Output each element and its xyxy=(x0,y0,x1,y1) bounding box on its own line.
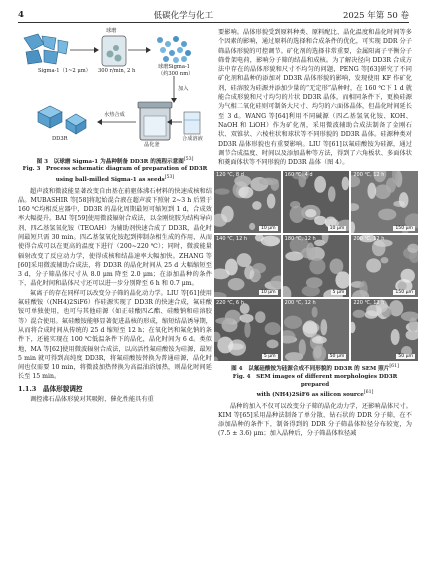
crystal-grain xyxy=(399,193,409,209)
crystal-grain xyxy=(328,187,336,202)
crystal-grain xyxy=(305,209,316,217)
sem-condition-label: 200 ℃, 12 h xyxy=(353,236,385,243)
label-dd3r: DD3R xyxy=(52,136,68,142)
sem-condition-label: 200 ℃, 12 h xyxy=(284,300,316,307)
crystal-grain xyxy=(289,206,304,223)
dd3r-crystals xyxy=(38,106,86,134)
crystal-grain xyxy=(252,263,266,273)
crystal-grain xyxy=(265,323,281,336)
crystal-grain xyxy=(252,202,261,211)
crystal-grain xyxy=(221,206,234,223)
crystal-grain xyxy=(306,243,314,261)
paragraph-fluoride: 氟离子的存在同样可以改变分子筛的晶化动力学。LIU 等[61]使用氟硅酸铵（(NH4)2SiF6）作硅源实现了 DD3R 的快速合成，氟硅酸铵可单独使用，也可与其他硅源（如正硅酸四乙酯、硅酸钠和硅溶胶等）混合使用。氟硅酸铵能够显著促进晶核的形成，缩短结晶诱导期，从而将合成时间从传统的 25 d 缩短至 12 h；在氧化钙和氟化钠的条件下，还能实现在 100 ℃低温条件下的晶化，晶化时间为 6 d。类似地，MA 等[62]使用微波辐射合成法，以高活性氟硅酸铵为硅源，最短 5 min 就可得到高纯度 DD3R，将氟硅酸铵替换为普通硅源，晶化时间也仅需要 10 min，将微波加热替换为高温油浴加热，则晶化时间延长至 15 min。 xyxy=(18,289,212,381)
label-ball-mill: 球磨 xyxy=(106,28,117,34)
crystal-grain xyxy=(366,259,381,273)
crystallization-reactor xyxy=(138,102,172,140)
crystal-grain xyxy=(298,340,305,357)
journal-name: 低碳化学与化工 xyxy=(153,11,214,21)
sem-texture xyxy=(351,171,418,233)
crystal-grain xyxy=(240,314,254,323)
ball-mill-jar xyxy=(102,36,126,66)
sem-condition-label: 120 ℃, 8 d xyxy=(216,172,244,179)
crystal-grain xyxy=(283,286,291,297)
crystal-grain xyxy=(214,292,226,297)
label-hydrothermal: 水热合成 xyxy=(104,112,125,118)
sem-panel xyxy=(214,235,281,297)
left-column xyxy=(18,28,212,404)
crystal-grain xyxy=(267,340,279,349)
sem-scale-bar: 10 μm xyxy=(260,226,276,232)
crystal-grain xyxy=(351,222,355,233)
header-rule xyxy=(18,22,409,23)
sem-condition-label: 160 ℃, 4 d xyxy=(284,172,313,179)
sem-scale-bar: 50 μm xyxy=(329,354,345,360)
label-reactor: 晶化釜 xyxy=(144,142,160,148)
crystal-grain xyxy=(217,337,233,354)
sem-texture xyxy=(283,235,350,297)
crystal-grain xyxy=(228,278,245,290)
right-column xyxy=(218,28,412,439)
sem-texture xyxy=(214,171,281,233)
crystal-grain xyxy=(238,187,253,199)
fig3-caption-en-1: Fig. 3 Process schematic diagram of preparation of DD3R xyxy=(22,166,208,173)
label-mill-conditions: 300 r/min, 2 h xyxy=(98,68,136,74)
sem-condition-label: 140 ℃, 12 h xyxy=(216,236,248,243)
sem-panel xyxy=(351,299,418,361)
label-synthesis-solution: 合成溶液 xyxy=(182,136,203,142)
sem-scale-bar: 150 μm xyxy=(395,290,413,296)
crystal-grain xyxy=(381,257,389,263)
crystal-grain xyxy=(386,178,396,193)
fig3-cn-ref: [53] xyxy=(183,157,194,162)
sem-panel xyxy=(283,299,350,361)
sem-texture xyxy=(283,171,350,233)
running-header xyxy=(18,8,409,22)
crystal-grain xyxy=(215,318,233,325)
page-number: 4 xyxy=(18,10,24,20)
sem-panel xyxy=(351,171,418,233)
crystal-grain xyxy=(335,272,349,289)
crystal-grain xyxy=(320,320,327,336)
fig3-en-ref: [53] xyxy=(164,175,175,181)
sem-condition-label: 180 ℃, 12 h xyxy=(284,236,316,243)
sem-panel xyxy=(351,235,418,297)
sem-texture xyxy=(283,299,350,361)
figure-3-diagram xyxy=(18,28,212,154)
crystal-grain xyxy=(285,252,303,261)
crystal-grain xyxy=(249,223,255,230)
milled-sigma1-particles xyxy=(157,36,191,63)
crystal-grain xyxy=(301,286,319,297)
sem-texture xyxy=(351,299,418,361)
sem-texture xyxy=(351,235,418,297)
sem-scale-bar: 50 μm xyxy=(398,354,413,360)
sem-scale-bar: 10 μm xyxy=(260,290,276,296)
sem-texture xyxy=(214,299,281,361)
fig4-caption-en-1: Fig. 4 SEM images of different morphologies DD3R prepared xyxy=(232,373,398,388)
crystal-grain xyxy=(255,312,265,324)
sem-scale-bar: 5 μm xyxy=(332,290,345,296)
paragraph-ultrasound-microwave: 超声波和微波能显著改变自由基在前驱体沸石材料的快速成核和结晶。MUBASHIR 等[58]将起始混合液在超声波下照射 2~3 h 后置于 160 ℃均相反应器中，DD3R 的晶化周期最短可缩短到 1 d，合成效率大幅提升。BAI 等[59]使用微波辐射合成法，以金刚烷胺为结构导向剂、四乙基氢氧化铵（TEOAH）为辅助剂快速合成了 DD3R，晶化时间最短只需 30 min。四乙基氢氧化铵起到抑制杂相生成的作用，从而使得合成可以在更高的温度下进行（200~220 ℃）；同时，微波能量辐射改变了反应动力学，使得成核和结晶速率大幅加快。ZHANG 等[60]采用微波辅助合成法，将 DD3R 的晶化时间从 25 d 大幅缩短至 3 d，分子筛晶体尺寸从 8.0 μm 降至 2.0 μm；在添加晶种的条件下，晶化时间和晶体尺寸还可以进一步分别降至 6 h 和 0.7 μm。 xyxy=(18,187,212,288)
crystal-grain xyxy=(244,322,250,338)
crystal-grain xyxy=(259,178,279,186)
fig3-caption-cn: 图 3 以球磨 Sigma-1 为晶种制备 DD3R 的流程示意图 xyxy=(36,158,184,165)
label-sigma1: Sigma-1（1~2 μm） xyxy=(38,68,91,74)
section-heading-morphology: 1.1.3 晶体形貌调控 xyxy=(18,384,83,393)
crystal-grain xyxy=(409,318,418,333)
crystal-grain xyxy=(267,194,276,209)
sem-scale-bar: 150 μm xyxy=(395,226,413,232)
crystal-grain xyxy=(368,183,377,199)
figure-4-caption xyxy=(218,363,412,399)
crystal-grain xyxy=(367,305,383,317)
sem-texture xyxy=(214,235,281,297)
fig3-caption-en-2: using ball-milled Sigma-1 as seeds xyxy=(55,176,165,183)
crystal-grain xyxy=(261,236,280,247)
crystal-grain xyxy=(284,316,302,329)
sem-panel xyxy=(283,235,350,297)
label-add: 加入 xyxy=(178,86,189,92)
crystal-grain xyxy=(314,176,326,193)
paragraph-morphology-control: 要影响。晶体形貌受到原料种类、原料配比、晶化温度和晶化时间等多个因素的影响，通过原料的选择和合成条件的优化，可实现 DDR 分子筛晶体形貌的可控调节。矿化剂的选择非常重要，金属阳离子平衡分子筛骨架电荷，影响分子筛的结晶和成核。为了解决径向 DD3R 合成方法中存在的晶体形貌和尺寸不均匀的问题，PENG 等[63]研究了不同矿化剂和晶种的添加对 DD3R 晶体形貌的影响，发现使用 KF 作矿化剂，硅溶胶为硅源并添加少量的“无定形”晶种时，在 160 ℃下 1 d 就能合成形貌和尺寸均匀的片状 DD3R 晶体，而相同条件下，更换硅源为气相二氧化硅则可制备大尺寸、均匀的六面体晶体，但晶化时间延长至 3 d。WANG 等[64]利用不同碱源（四乙基氢氧化铵、KOH、NaOH 和 LiOH）作为矿化剂，采用微波辅助合成法制备了金刚石状、双锥状、六棱柱状和球状等不同形貌的 DD3R 晶体。硅源种类对 DD3R 晶体形貌也有重要影响。LIU 等[61]以氟硅酸铵为硅源，通过调节合成温度、时间以及添加晶种等方法，得到了六角板状、多面体状和菱面体状等不同形貌的 DD3R 晶体（图 4）。 xyxy=(218,29,412,167)
crystal-grain xyxy=(214,189,229,195)
sigma1-crystals xyxy=(24,34,68,64)
crystal-grain xyxy=(353,310,365,318)
paragraph-seeds: 晶种的加入不仅可以改变分子筛的晶化动力学，还影响晶体尺寸。KIM 等[65]采用晶种法制备了单分散、钻石状的 DDR 分子筛，在不添加晶种的条件下，制备得到的 DDR 分子筛晶体粒径分布较宽，为(7.5 ± 3.6) μm；加入晶种后，分子筛晶体粒径减 xyxy=(218,402,412,438)
sem-panel xyxy=(283,171,350,233)
figure-4-sem-grid xyxy=(214,171,418,361)
paragraph-morphology-start: 调控沸石晶体形貌对其吸附、催化性能具有重 xyxy=(30,395,154,403)
fig4-en-ref: [61] xyxy=(363,390,374,396)
label-milled-sigma1: 球磨Sigma-1 （约300 nm） xyxy=(158,64,194,77)
sem-condition-label: 220 ℃, 12 h xyxy=(353,300,385,307)
crystal-grain xyxy=(237,254,252,268)
crystal-grain xyxy=(351,204,359,212)
crystal-grain xyxy=(311,337,326,345)
sem-panel xyxy=(214,299,281,361)
fig4-caption-en-2: with (NH4)2SiF6 as silicon source xyxy=(256,391,364,398)
issue-info: 2025 年第 50 卷 xyxy=(342,11,409,21)
crystal-grain xyxy=(378,209,396,221)
sem-scale-bar: 5 μm xyxy=(263,354,276,360)
fig4-cn-ref: [61] xyxy=(389,364,399,370)
sem-panel xyxy=(214,171,281,233)
crystal-grain xyxy=(314,216,326,225)
crystal-grain xyxy=(351,322,355,333)
synthesis-solution xyxy=(184,112,200,134)
figure-3-caption xyxy=(18,156,212,185)
crystal-grain xyxy=(214,357,218,361)
sem-condition-label: 220 ℃, 6 h xyxy=(216,300,244,307)
crystal-grain xyxy=(391,329,400,345)
sem-condition-label: 200 ℃, 12 h xyxy=(353,172,385,179)
crystal-grain xyxy=(311,307,317,318)
crystal-grain xyxy=(309,259,325,275)
crystal-grain xyxy=(341,177,348,191)
fig4-caption-cn: 图 4 以氟硅酸铵为硅源合成不同形貌的 DD3R 的 SEM 照片 xyxy=(231,366,390,373)
sem-scale-bar: 10 μm xyxy=(329,226,345,232)
